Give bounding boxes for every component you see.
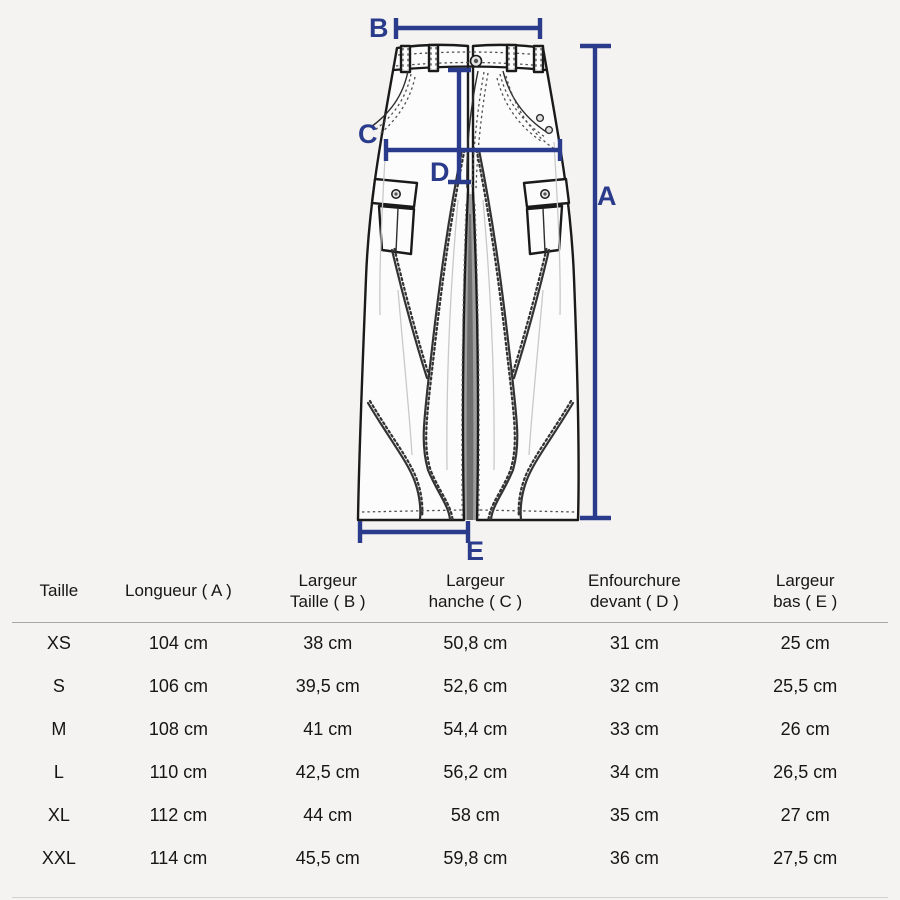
size-label: XL [47, 805, 70, 825]
measurement-a [580, 46, 617, 518]
value-cell: 110 cm [149, 762, 208, 782]
size-label: S [52, 676, 65, 696]
value-cell: 35 cm [609, 805, 659, 825]
label-e: E [466, 536, 485, 566]
rivet-icon [537, 115, 544, 122]
table-row-s [12, 665, 888, 708]
value-cell: 34 cm [609, 762, 659, 782]
col-header-largeur-hanche: Largeur hanche ( C ) [404, 560, 546, 622]
table-row-l [12, 751, 888, 794]
size-label: XXL [41, 848, 76, 868]
value-cell: 108 cm [148, 719, 208, 739]
value-cell: 41 cm [303, 719, 353, 739]
rivet-icon [546, 127, 553, 134]
value-cell: 25 cm [780, 633, 830, 654]
label-a: A [597, 181, 617, 211]
value-cell: 54,4 cm [443, 719, 508, 739]
value-cell: 56,2 cm [443, 762, 508, 782]
value-cell: 112 cm [149, 805, 208, 825]
table-row-xl [12, 794, 888, 837]
value-cell: 114 cm [149, 848, 208, 868]
waist-button [471, 56, 482, 67]
value-cell: 106 cm [148, 676, 208, 696]
value-cell: 26 cm [780, 719, 830, 739]
value-cell: 45,5 cm [295, 848, 360, 868]
table-row-xxl [12, 837, 888, 880]
value-cell: 33 cm [609, 719, 659, 739]
size-table-wrapper [12, 560, 888, 880]
value-cell: 104 cm [148, 633, 208, 654]
col-header-taille: Taille [12, 560, 106, 622]
value-cell: 38 cm [303, 633, 353, 654]
value-cell: 32 cm [609, 676, 659, 696]
size-label: L [53, 762, 64, 782]
size-chart-table [12, 560, 888, 880]
value-cell: 42,5 cm [295, 762, 360, 782]
table-row-m [12, 708, 888, 751]
table-bottom-divider [12, 897, 888, 898]
value-cell: 27,5 cm [773, 848, 838, 868]
value-cell: 26,5 cm [773, 762, 838, 782]
table-header-row [12, 560, 888, 622]
value-cell: 58 cm [450, 805, 500, 825]
col-header-largeur-taille: Largeur Taille ( B ) [251, 560, 404, 622]
label-d: D [430, 157, 450, 187]
measurement-b [369, 13, 540, 43]
value-cell: 39,5 cm [295, 676, 360, 696]
col-header-longueur: Longueur ( A ) [106, 560, 251, 622]
pants-flat-sketch [358, 45, 579, 520]
value-cell: 52,6 cm [443, 676, 508, 696]
value-cell: 59,8 cm [443, 848, 508, 868]
value-cell: 25,5 cm [773, 676, 838, 696]
value-cell: 27 cm [780, 805, 830, 825]
col-header-largeur-bas: Largeur bas ( E ) [722, 560, 888, 622]
value-cell: 50,8 cm [443, 633, 508, 654]
col-header-enfourchure: Enfourchure devant ( D ) [546, 560, 722, 622]
size-label: M [51, 719, 67, 739]
label-c: C [358, 119, 378, 149]
value-cell: 36 cm [609, 848, 659, 868]
table-row-xs [12, 622, 888, 665]
label-b: B [369, 13, 389, 43]
value-cell: 44 cm [303, 805, 353, 825]
size-label: XS [46, 633, 71, 654]
value-cell: 31 cm [609, 633, 659, 654]
